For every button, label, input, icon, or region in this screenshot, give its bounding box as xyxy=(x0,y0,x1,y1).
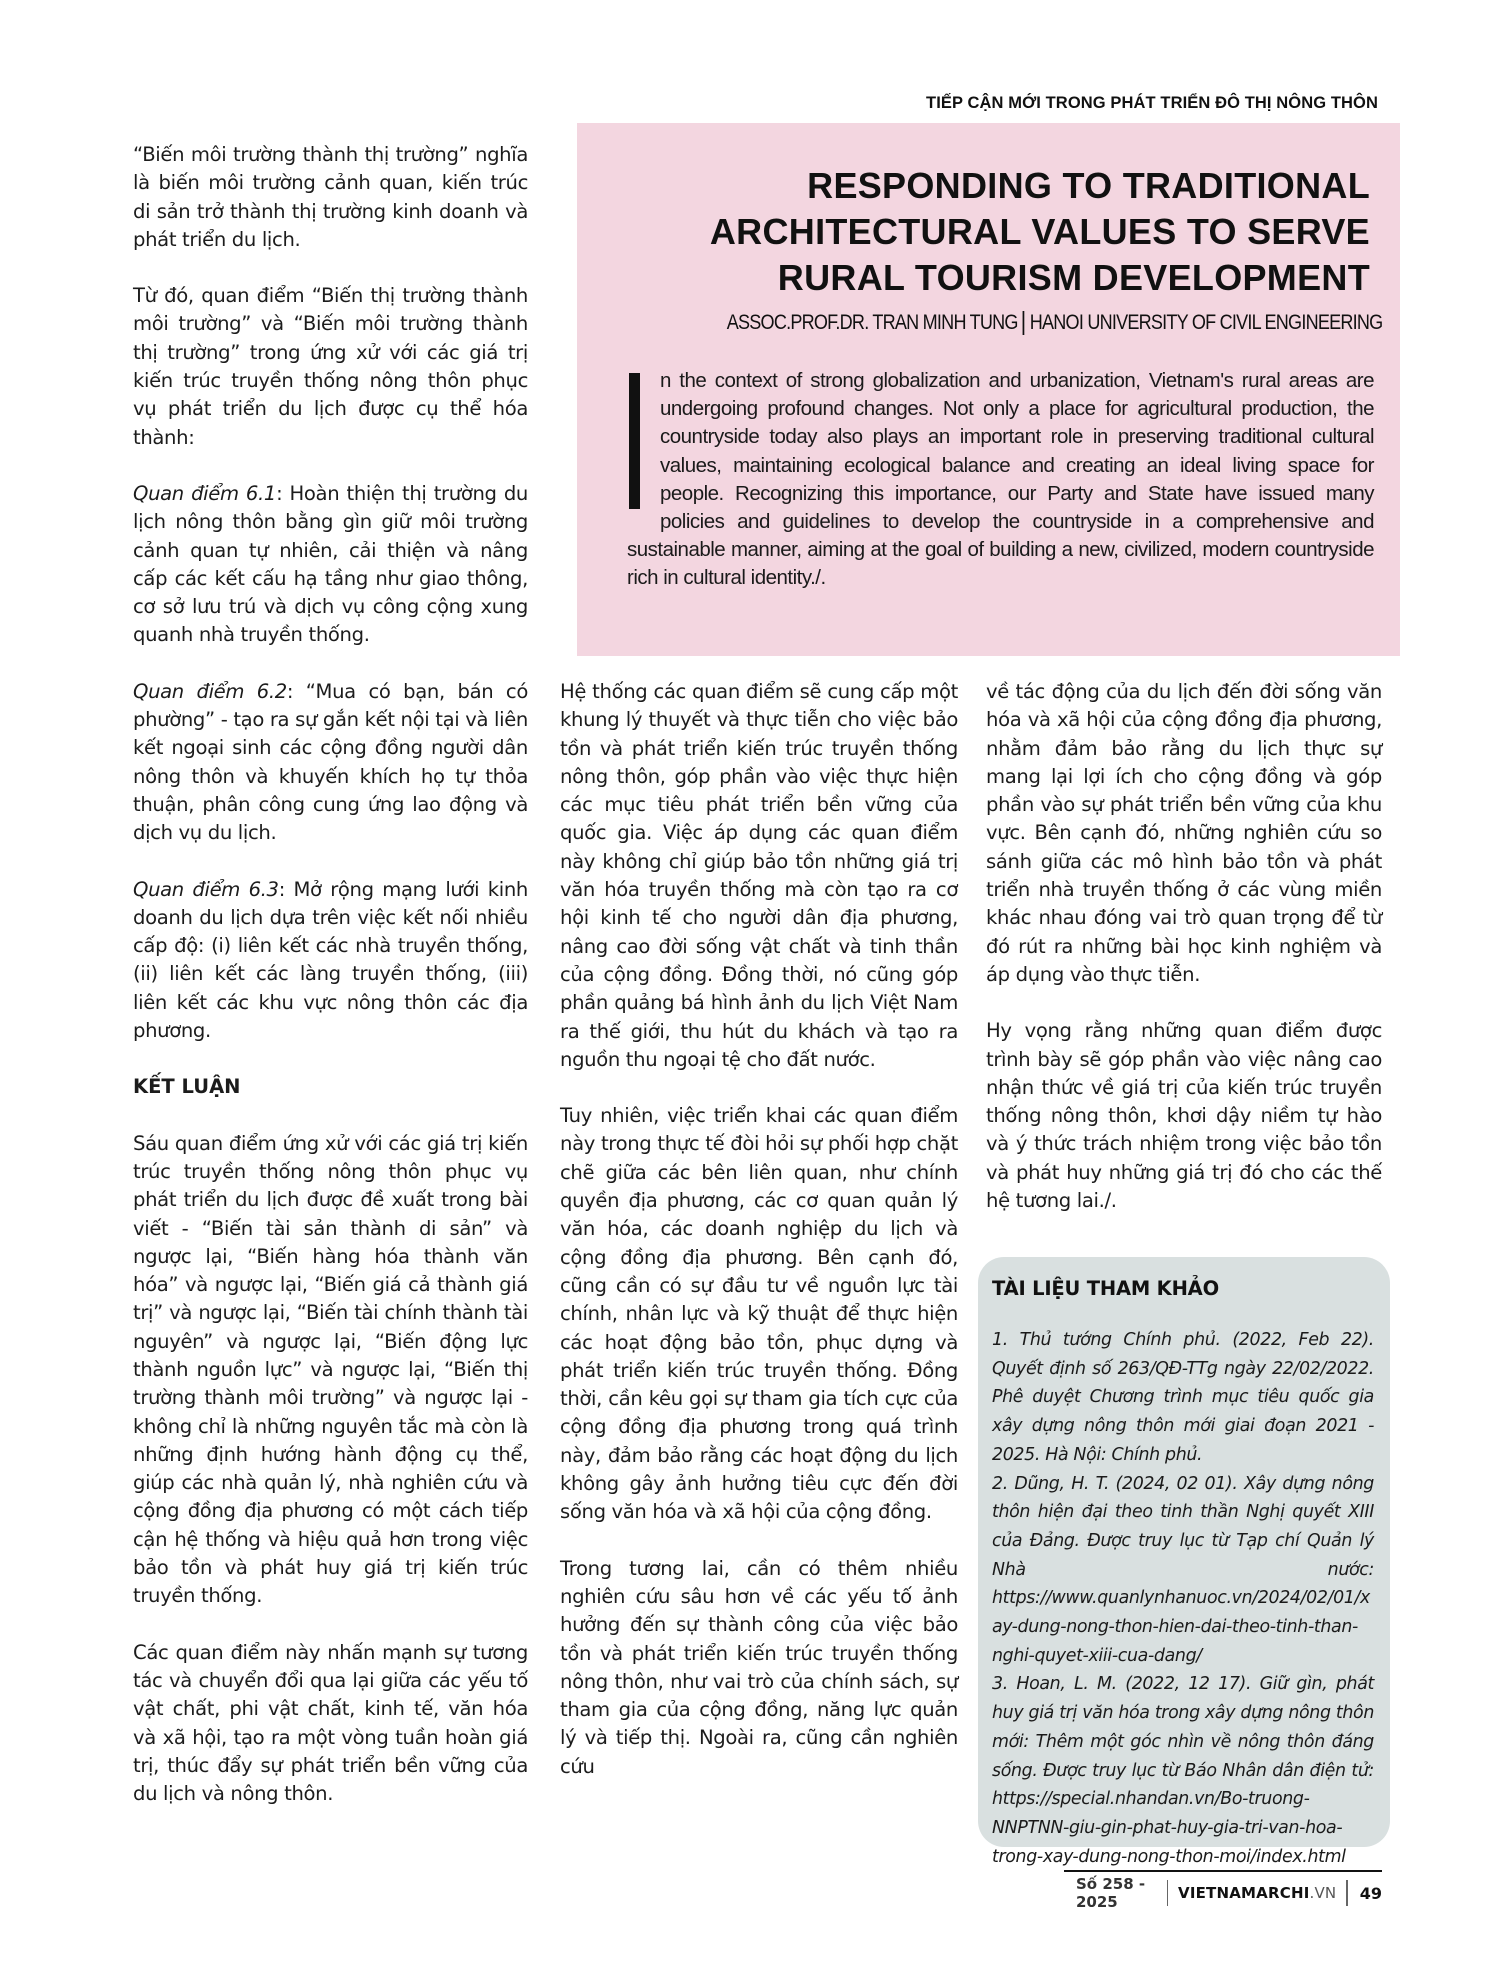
title-line: RESPONDING TO TRADITIONAL xyxy=(807,165,1370,206)
abstract-box xyxy=(577,123,1400,656)
site-name xyxy=(1168,1884,1346,1902)
title-line: ARCHITECTURAL VALUES TO SERVE xyxy=(709,211,1370,252)
reference-item: 3. Hoan, L. M. (2022, 12 17). Giữ gìn, phát huy giá trị văn hóa trong xây dựng nông thôn mới: Thêm một góc nhìn về nông thôn đáng sống. Được truy lục từ Báo Nhân dân điện tử: https://special.nhandan.vn/Bo-truong-NNPTNN-giu-gin-phat-huy-gia-tri-van-hoa-trong-xay-dung-nong-thon-moi/index.html xyxy=(992,1674,1374,1867)
viewpoint-label: Quan điểm 6.2 xyxy=(133,679,287,703)
references-heading: TÀI LIỆU THAM KHẢO xyxy=(992,1277,1219,1300)
abstract xyxy=(627,367,1374,593)
site-tld: .VN xyxy=(1309,1884,1337,1902)
paragraph: Hy vọng rằng những quan điểm được trình bày sẽ góp phần vào việc nâng cao nhận thức về giá trị của kiến trúc truyền thống nông thôn, khơi dậy niềm tự hào và ý thức trách nhiệm trong việc bảo tồn và phát huy những giá trị đó cho các thế hệ tương lai./. xyxy=(986,1019,1382,1213)
abstract-text: n the context of strong globalization and urbanization, Vietnam's rural areas are undergoing profound changes. Not only a place for agricultural production, the countryside today also plays an important role in preserving traditional cultural values, maintaining ecological balance and creating an ideal living space for people. Recognizing this importance, our Party and State have issued many policies and guidelines to develop the countryside in a comprehensive and sustainable manner, aiming at the goal of building a new, civilized, modern countryside rich in cultural identity./. xyxy=(627,369,1374,590)
conclusion-heading: KẾT LUẬN xyxy=(133,1075,241,1099)
references-box xyxy=(978,1257,1390,1867)
dropcap-bar xyxy=(629,373,640,509)
page-footer xyxy=(1064,1870,1382,1914)
paragraph: Sáu quan điểm ứng xử với các giá trị kiến trúc truyền thống nông thôn phục vụ phát triển du lịch được đề xuất trong bài viết - “Biến tài sản thành di sản” và ngược lại, “Biến hàng hóa thành văn hóa” và ngược lại, “Biến giá cả thành giá trị” và ngược lại, “Biến tài chính thành tài nguyên” và ngược lại, “Biến động lực thành nguồn lực” và ngược lại, “Biến thị trường thành môi trường” và ngược lại - không chỉ là những nguyên tắc mà còn là những định hướng hành động cụ thể, giúp các nhà quản lý, nhà nghiên cứu và cộng đồng địa phương có một cách tiếp cận hệ thống và hiệu quả hơn trong việc bảo tồn và phát huy giá trị kiến trúc truyền thống. xyxy=(133,1131,528,1608)
byline-divider xyxy=(1022,311,1024,335)
page-number: 49 xyxy=(1359,1883,1382,1903)
column-2 xyxy=(560,678,958,1809)
viewpoint-6-2 xyxy=(133,678,528,848)
title-line: RURAL TOURISM DEVELOPMENT xyxy=(777,257,1370,298)
viewpoint-label: Quan điểm 6.3 xyxy=(133,877,279,901)
viewpoint-6-1 xyxy=(133,480,528,650)
paragraph: Các quan điểm này nhấn mạnh sự tương tác và chuyển đổi qua lại giữa các yếu tố vật chất, phi vật chất, kinh tế, văn hóa và xã hội, tạo ra một vòng tuần hoàn giá trị, thúc đẩy sự phát triển bền vững của du lịch và nông thôn. xyxy=(133,1640,528,1806)
paragraph: Hệ thống các quan điểm sẽ cung cấp một khung lý thuyết và thực tiễn cho việc bảo tồn và phát triển kiến trúc truyền thống nông thôn, góp phần vào việc thực hiện các mục tiêu phát triển bền vững của quốc gia. Việc áp dụng các quan điểm này không chỉ giúp bảo tồn những giá trị văn hóa truyền thống mà còn tạo ra cơ hội kinh tế cho người dân địa phương, nâng cao đời sống vật chất và tinh thần của cộng đồng. Đồng thời, nó cũng góp phần quảng bá hình ảnh du lịch Việt Nam ra thế giới, thu hút du khách và tạo ra nguồn thu ngoại tệ cho đất nước. xyxy=(560,680,958,1071)
paragraph: Tuy nhiên, việc triển khai các quan điểm này trong thực tế đòi hỏi sự phối hợp chặt chẽ giữa các bên liên quan, như chính quyền địa phương, các cơ quan quản lý văn hóa, các doanh nghiệp du lịch và cộng đồng địa phương. Bên cạnh đó, cũng cần có sự đầu tư về nguồn lực tài chính, nhân lực và kỹ thuật để thực hiện các hoạt động bảo tồn, phục dựng và phát triển kiến trúc truyền thống. Đồng thời, cần kêu gọi sự tham gia tích cực của cộng đồng địa phương trong quá trình này, đảm bảo rằng các hoạt động du lịch không gây ảnh hưởng tiêu cực đến đời sống văn hóa và xã hội của cộng đồng. xyxy=(560,1104,958,1524)
viewpoint-text: : “Mua có bạn, bán có phường” - tạo ra sự gắn kết nội tại và liên kết ngoại sinh các cộng đồng người dân nông thôn và khuyến khích họ tự thỏa thuận, phân công cung ứng lao động và dịch vụ du lịch. xyxy=(133,679,528,845)
author-name: ASSOC.PROF.DR. TRAN MINH TUNG xyxy=(726,311,1018,334)
viewpoint-6-3 xyxy=(133,876,528,1046)
viewpoint-text: : Hoàn thiện thị trường du lịch nông thôn bằng gìn giữ môi trường cảnh quan tự nhiên, cải thiện và nâng cấp các kết cấu hạ tầng như giao thông, cơ sở lưu trú và dịch vụ công cộng xung quanh nhà truyền thống. xyxy=(133,481,529,647)
paragraph: về tác động của du lịch đến đời sống văn hóa và xã hội của cộng đồng địa phương, nhằm đảm bảo rằng du lịch thực sự mang lại lợi ích cho cộng đồng và góp phần vào sự phát triển bền vững của khu vực. Bên cạnh đó, những nghiên cứu so sánh giữa các mô hình bảo tồn và phát triển nhà truyền thống ở các vùng miền khác nhau đóng vai trò quan trọng để từ đó rút ra những bài học kinh nghiệm và áp dụng vào thực tiễn. xyxy=(986,680,1382,986)
paragraph: “Biến môi trường thành thị trường” nghĩa là biến môi trường cảnh quan, kiến trúc di sản trở thành thị trường kinh doanh và phát triển du lịch. xyxy=(133,143,528,251)
column-1 xyxy=(133,141,528,1836)
issue-number: Số 258 - 2025 xyxy=(1076,1875,1146,1911)
author-affiliation: HANOI UNIVERSITY OF CIVIL ENGINEERING xyxy=(1029,311,1382,334)
site-name-main: VIETNAMARCHI xyxy=(1178,1884,1310,1902)
reference-item: 1. Thủ tướng Chính phủ. (2022, Feb 22). Quyết định số 263/QĐ-TTg ngày 22/02/2022. Phê duyệt Chương trình mục tiêu quốc gia xây dựng nông thôn mới giai đoạn 2021 - 2025. Hà Nội: Chính phủ. xyxy=(992,1330,1374,1465)
byline xyxy=(726,311,1382,335)
viewpoint-text: : Mở rộng mạng lưới kinh doanh du lịch dựa trên việc kết nối nhiều cấp độ: (i) liên kết các nhà truyền thống, (ii) liên kết các làng truyền thống, (iii) liên kết các khu vực nông thôn các địa phương. xyxy=(133,877,528,1043)
article-title xyxy=(710,163,1370,301)
viewpoint-label: Quan điểm 6.1 xyxy=(133,481,277,505)
column-3 xyxy=(986,678,1382,1243)
paragraph: Từ đó, quan điểm “Biến thị trường thành môi trường” và “Biến môi trường thành thị trường” trong ứng xử với các giá trị kiến trúc truyền thống nông thôn phục vụ phát triển du lịch được cụ thể hóa thành: xyxy=(133,284,528,449)
reference-item: 2. Dũng, H. T. (2024, 02 01). Xây dựng nông thôn hiện đại theo tinh thần Nghị quyết XIII của Đảng. Được truy lục từ Tạp chí Quản lý Nhà nước: https://www.quanlynhanuoc.vn/2024/02/01/xay-dung-nong-thon-hien-dai-theo-tinh-than-nghi-quyet-xiii-cua-dang/ xyxy=(992,1473,1374,1666)
section-header: TIẾP CẬN MỚI TRONG PHÁT TRIỂN ĐÔ THỊ NÔNG THÔN xyxy=(926,94,1378,112)
paragraph: Trong tương lai, cần có thêm nhiều nghiên cứu sâu hơn về các yếu tố ảnh hưởng đến sự thành công của việc bảo tồn và phát triển kiến trúc truyền thống nông thôn, như vai trò của chính sách, sự tham gia của cộng đồng, năng lực quản lý và tiếp thị. Ngoài ra, cũng cần nghiên cứu xyxy=(560,1556,958,1778)
